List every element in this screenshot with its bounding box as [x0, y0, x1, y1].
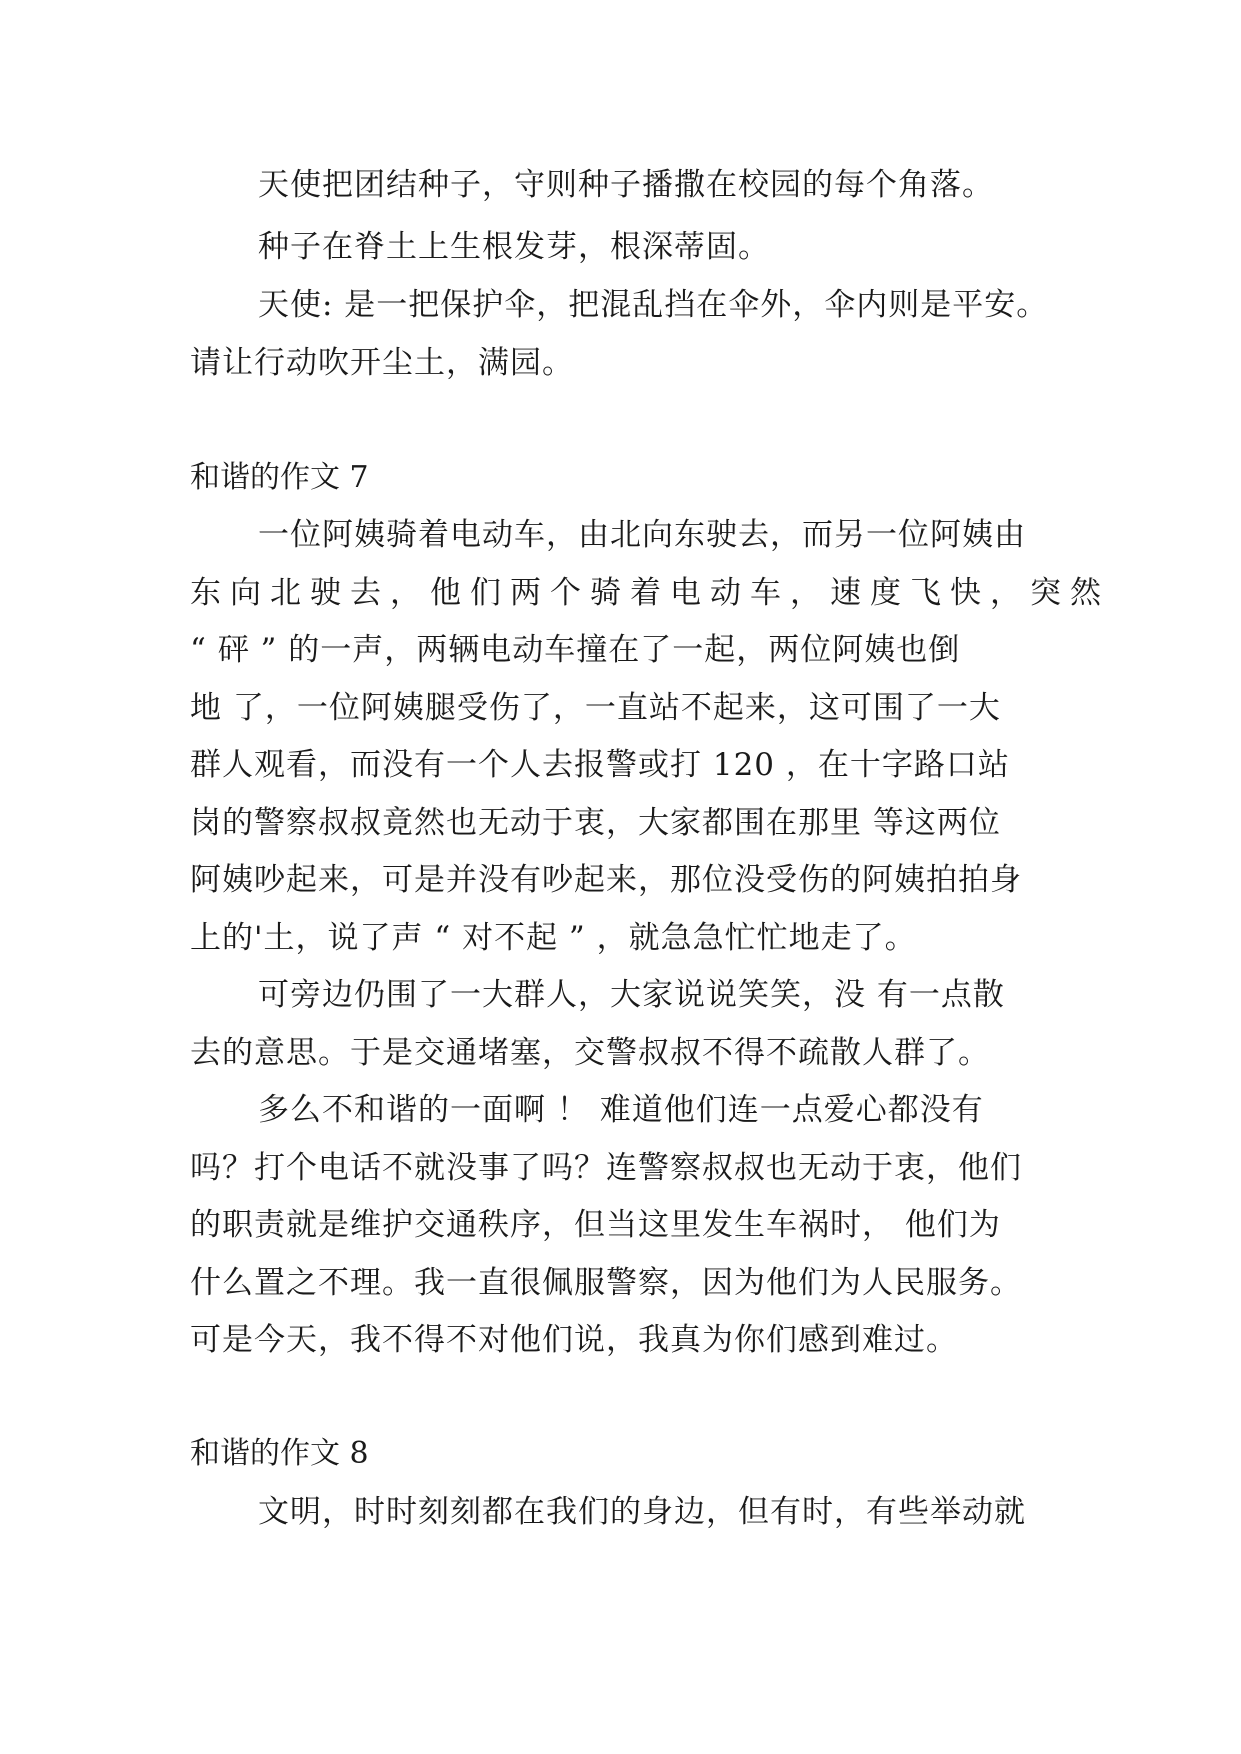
paragraph-line: 什么置之不理。我一直很佩服警察，因为他们为人民服务。 [190, 1265, 1022, 1301]
paragraph-line: 上的'土，说了声 “ 对不起 ” ，就急急忙忙地走了。 [190, 920, 917, 956]
section-heading: 和谐的作文 7 [190, 460, 369, 495]
paragraph-line: 岗的警察叔叔竟然也无动于衷，大家都围在那里 等这两位 [190, 805, 1001, 841]
paragraph-line: 天使: 是一把保护伞，把混乱挡在伞外，伞内则是平安。 [258, 287, 1049, 323]
paragraph-line: 文明，时时刻刻都在我们的身边，但有时，有些举动就 [258, 1494, 1026, 1530]
paragraph-line: 东向北驶去，他们两个骑着电动车，速度飞快，突然 [190, 575, 1110, 611]
paragraph-line: “ 砰 ” 的一声，两辆电动车撞在了一起，两位阿姨也倒 [190, 632, 961, 668]
paragraph-line: 可旁边仍围了一大群人，大家说说笑笑，没 有一点散 [258, 977, 1005, 1013]
paragraph-line: 吗？打个电话不就没事了吗？连警察叔叔也无动于衷，他们 [190, 1150, 1022, 1186]
paragraph-line: 去的意思。于是交通堵塞，交警叔叔不得不疏散人群了。 [190, 1035, 990, 1071]
paragraph-line: 请让行动吹开尘土，满园。 [190, 345, 574, 381]
section-heading: 和谐的作文 8 [190, 1436, 369, 1471]
paragraph-line: 群人观看，而没有一个人去报警或打 120 ，在十字路口站 [190, 747, 1010, 783]
paragraph-line: 可是今天，我不得不对他们说，我真为你们感到难过。 [190, 1322, 958, 1358]
paragraph-line: 多么不和谐的一面啊 ！ 难道他们连一点爱心都没有 [258, 1092, 984, 1128]
paragraph-line: 天使把团结种子，守则种子播撒在校园的每个角落。 [258, 167, 994, 203]
paragraph-line: 阿姨吵起来，可是并没有吵起来，那位没受伤的阿姨拍拍身 [190, 862, 1022, 898]
paragraph-line: 的职责就是维护交通秩序，但当这里发生车祸时， 他们为 [190, 1207, 1001, 1243]
paragraph-line: 一位阿姨骑着电动车，由北向东驶去，而另一位阿姨由 [258, 517, 1026, 553]
paragraph-line: 地 了，一位阿姨腿受伤了，一直站不起来，这可围了一大 [190, 690, 1001, 726]
paragraph-line: 种子在脊土上生根发芽，根深蒂固。 [258, 229, 770, 265]
